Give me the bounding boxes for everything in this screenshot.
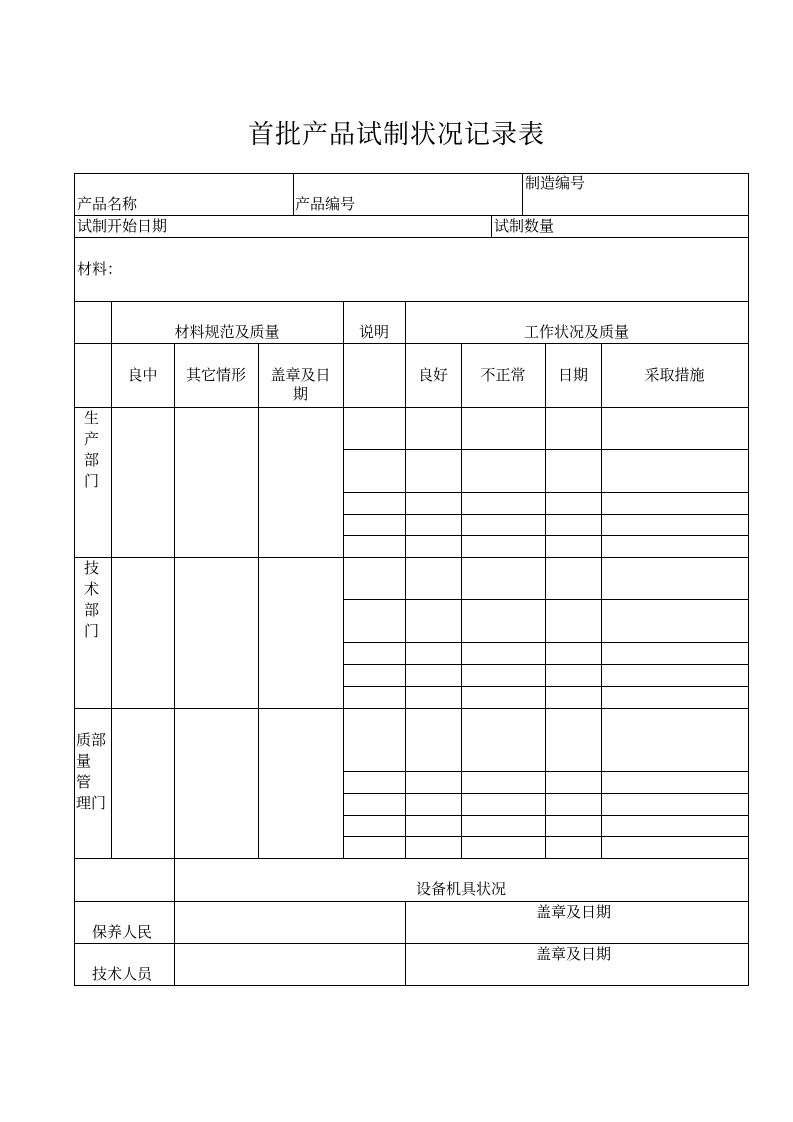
trial-quantity-label: 试制数量 xyxy=(494,217,555,235)
abnormal-header: 不正常 xyxy=(480,366,526,384)
grid-line xyxy=(343,664,749,665)
grid-line xyxy=(258,343,259,858)
dept-production: 生 产 部 门 xyxy=(84,409,100,490)
date-header: 日期 xyxy=(557,366,588,384)
dept-technical: 技 术 部 门 xyxy=(84,559,100,640)
grid-line xyxy=(74,343,749,344)
grid-line xyxy=(343,771,749,772)
page-title: 首批产品试制状况记录表 xyxy=(247,120,545,150)
grid-line xyxy=(343,449,749,450)
grid-line xyxy=(74,301,749,302)
grid-line xyxy=(74,557,749,558)
measures-header: 采取措施 xyxy=(644,366,705,384)
grid-line xyxy=(74,237,749,238)
grid-line xyxy=(343,301,344,858)
good-header: 良好 xyxy=(417,366,448,384)
grid-line xyxy=(74,173,75,986)
other-header: 其它情形 xyxy=(185,366,246,384)
grid-line xyxy=(293,173,294,215)
grid-line xyxy=(74,215,749,216)
grid-line xyxy=(74,858,749,859)
grid-line xyxy=(74,985,749,986)
grid-line xyxy=(343,793,749,794)
grid-line xyxy=(343,514,749,515)
material-label: 材料： xyxy=(77,260,123,278)
trial-start-date-label: 试制开始日期 xyxy=(77,217,168,235)
grid-line xyxy=(343,642,749,643)
work-status-header: 工作状况及质量 xyxy=(523,323,629,341)
stamp-date-label-1: 盖章及日期 xyxy=(536,903,612,921)
grid-line xyxy=(343,599,749,600)
grid-line xyxy=(74,708,749,709)
grid-line xyxy=(545,343,546,858)
grid-line xyxy=(343,815,749,816)
equipment-status-label: 设备机具状况 xyxy=(415,880,506,898)
grid-line xyxy=(343,492,749,493)
grid-line xyxy=(74,173,749,174)
grid-line xyxy=(461,343,462,858)
grid-line xyxy=(74,943,749,944)
material-spec-header: 材料规范及质量 xyxy=(174,323,280,341)
stamp-date-header: 盖章及日 期 xyxy=(270,366,331,403)
grid-line xyxy=(343,535,749,536)
grid-line xyxy=(601,343,602,858)
grid-line xyxy=(174,343,175,858)
dept-quality: 质部 量 管 理门 xyxy=(76,731,107,812)
maintenance-staff-label: 保养人民 xyxy=(92,923,153,941)
grid-line xyxy=(74,407,749,408)
explanation-header: 说明 xyxy=(358,323,389,341)
grid-line xyxy=(343,686,749,687)
stamp-date-label-2: 盖章及日期 xyxy=(536,945,612,963)
grid-line xyxy=(343,836,749,837)
good-mid-header: 良中 xyxy=(127,366,158,384)
grid-line xyxy=(174,858,175,985)
product-no-label: 产品编号 xyxy=(295,195,356,213)
grid-line xyxy=(405,901,406,985)
grid-line xyxy=(491,215,492,237)
grid-line xyxy=(748,173,749,986)
grid-line xyxy=(522,173,523,215)
grid-line xyxy=(74,901,749,902)
technician-label: 技术人员 xyxy=(92,965,153,983)
manufacture-no-label: 制造编号 xyxy=(525,174,586,192)
product-name-label: 产品名称 xyxy=(77,195,138,213)
